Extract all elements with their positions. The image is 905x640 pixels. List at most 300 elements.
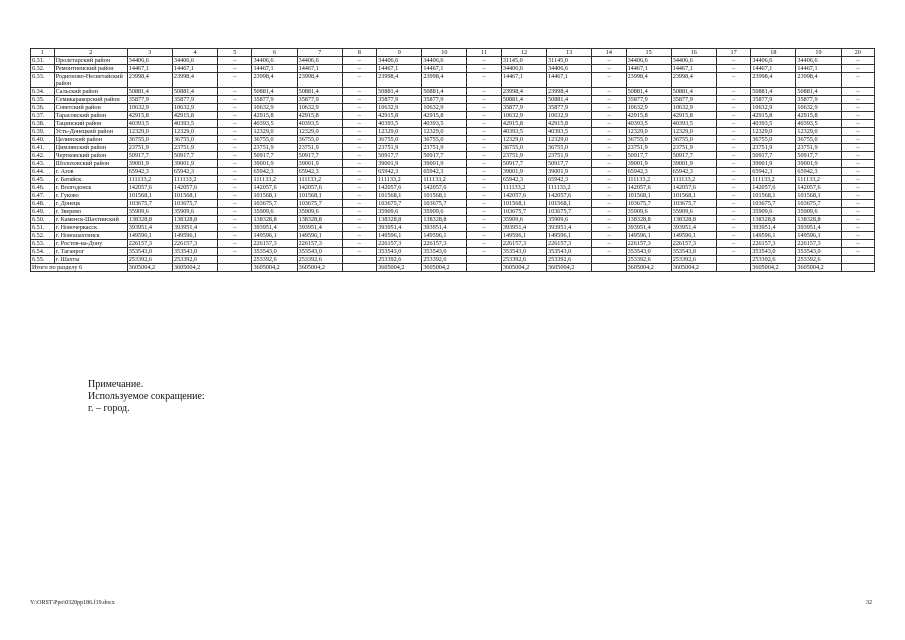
table-cell: – — [841, 224, 874, 232]
table-cell: 142057,6 — [172, 184, 217, 192]
row-name: г. Батайск — [54, 176, 127, 184]
table-cell: – — [841, 232, 874, 240]
table-cell: 34406,6 — [501, 65, 546, 73]
table-cell: 23751,9 — [547, 152, 592, 160]
row-number: 6.48. — [31, 200, 55, 208]
table-cell: 142057,6 — [671, 184, 716, 192]
notes-line-2: г. – город. — [88, 403, 130, 414]
table-cell: – — [716, 88, 750, 96]
row-number: 6.45. — [31, 176, 55, 184]
table-cell: 393951,4 — [547, 224, 592, 232]
table-cell: – — [592, 200, 626, 208]
table-cell: – — [592, 112, 626, 120]
table-cell: – — [467, 136, 501, 144]
table-cell: 35877,9 — [796, 96, 841, 104]
table-cell: – — [716, 224, 750, 232]
table-cell: 39001,9 — [796, 160, 841, 168]
table-cell: 50881,4 — [252, 88, 297, 96]
table-cell: 253392,6 — [547, 256, 592, 264]
total-cell: 3605004,2 — [501, 264, 546, 272]
table-cell: 101568,1 — [796, 192, 841, 200]
table-cell: 23998,4 — [377, 73, 422, 88]
table-cell: 226157,3 — [127, 240, 172, 248]
table-cell: 23998,4 — [501, 88, 546, 96]
table-cell: 39001,9 — [297, 160, 342, 168]
column-header: 5 — [218, 49, 252, 57]
table-cell: 23998,4 — [172, 73, 217, 88]
table-cell: – — [841, 88, 874, 96]
table-cell: 111133,2 — [252, 176, 297, 184]
table-cell: – — [841, 128, 874, 136]
table-cell: 393951,4 — [127, 224, 172, 232]
column-header: 3 — [127, 49, 172, 57]
table-cell: 393951,4 — [422, 224, 467, 232]
table-cell: 40393,5 — [172, 120, 217, 128]
table-cell: 42915,8 — [626, 112, 671, 120]
table-cell: 253392,6 — [796, 256, 841, 264]
table-cell: 226157,3 — [796, 240, 841, 248]
table-cell: 253392,6 — [501, 256, 546, 264]
row-name: Ремонтненский район — [54, 65, 127, 73]
table-cell: 353543,0 — [751, 248, 796, 256]
table-row — [31, 144, 875, 152]
table-cell: 353543,0 — [547, 248, 592, 256]
table-cell: 138328,8 — [377, 216, 422, 224]
table-cell: 14467,1 — [796, 65, 841, 73]
row-name: Чертковский район — [54, 152, 127, 160]
table-cell: – — [592, 88, 626, 96]
table-cell: 111133,2 — [671, 176, 716, 184]
table-cell: 50881,4 — [751, 88, 796, 96]
table-cell: 42915,8 — [172, 112, 217, 120]
table-cell: 253392,6 — [172, 256, 217, 264]
table-cell: 23751,9 — [796, 144, 841, 152]
row-name: г. Новочеркасск — [54, 224, 127, 232]
table-cell: – — [592, 120, 626, 128]
table-cell: – — [218, 160, 252, 168]
table-cell: 35877,9 — [751, 96, 796, 104]
row-number: 6.34. — [31, 88, 55, 96]
table-cell: – — [841, 192, 874, 200]
table-cell: 35877,9 — [127, 96, 172, 104]
table-cell: 23998,4 — [297, 73, 342, 88]
table-cell: 35909,6 — [422, 208, 467, 216]
table-cell: – — [467, 248, 501, 256]
table-cell: 50881,4 — [547, 96, 592, 104]
table-cell: 103675,7 — [127, 200, 172, 208]
table-cell: 226157,3 — [547, 240, 592, 248]
table-cell: 103675,7 — [501, 208, 546, 216]
table-cell: 142057,6 — [751, 184, 796, 192]
table-cell: 149596,1 — [377, 232, 422, 240]
table-cell: 226157,3 — [751, 240, 796, 248]
table-row — [31, 128, 875, 136]
table-cell: 34406,6 — [297, 57, 342, 65]
table-cell: – — [592, 216, 626, 224]
table-cell: – — [218, 168, 252, 176]
table-cell: – — [467, 216, 501, 224]
table-cell: – — [716, 128, 750, 136]
total-cell — [218, 264, 252, 272]
row-number: 6.38. — [31, 120, 55, 128]
table-cell: – — [342, 96, 376, 104]
row-number: 6.47. — [31, 192, 55, 200]
table-cell: 65942,3 — [172, 168, 217, 176]
row-number: 6.35. — [31, 96, 55, 104]
table-cell — [841, 256, 874, 264]
table-cell: – — [467, 128, 501, 136]
table-cell: – — [218, 144, 252, 152]
row-number: 6.37. — [31, 112, 55, 120]
table-cell: – — [218, 57, 252, 65]
table-cell: 103675,7 — [796, 200, 841, 208]
table-cell: 149596,1 — [501, 232, 546, 240]
table-cell: – — [592, 160, 626, 168]
table-cell: 39001,9 — [626, 160, 671, 168]
table-cell: 42915,8 — [547, 120, 592, 128]
table-cell: 40393,5 — [671, 120, 716, 128]
table-cell: 65942,3 — [547, 176, 592, 184]
table-row — [31, 184, 875, 192]
table-cell: 12329,0 — [377, 128, 422, 136]
table-cell: 393951,4 — [796, 224, 841, 232]
table-cell: – — [841, 184, 874, 192]
table-cell: 101568,1 — [501, 200, 546, 208]
table-cell: 393951,4 — [252, 224, 297, 232]
table-cell: 103675,7 — [172, 200, 217, 208]
table-cell: 23998,4 — [796, 73, 841, 88]
table-cell: – — [592, 65, 626, 73]
table-cell: 111133,2 — [297, 176, 342, 184]
table-cell: 36755,0 — [377, 136, 422, 144]
table-cell: 101568,1 — [751, 192, 796, 200]
table-row — [31, 57, 875, 65]
notes-line-1: Используемое сокращение: — [88, 391, 205, 402]
table-cell: 149596,1 — [172, 232, 217, 240]
table-cell: 353543,0 — [172, 248, 217, 256]
table-cell: – — [342, 200, 376, 208]
table-cell: 10632,9 — [252, 104, 297, 112]
table-cell: 142057,6 — [252, 184, 297, 192]
table-cell: – — [592, 73, 626, 88]
table-cell: 35909,6 — [252, 208, 297, 216]
table-cell: – — [218, 240, 252, 248]
total-cell: 3605004,2 — [626, 264, 671, 272]
table-cell: – — [716, 96, 750, 104]
table-cell: – — [841, 152, 874, 160]
table-cell: 12329,0 — [796, 128, 841, 136]
table-cell: – — [467, 160, 501, 168]
table-row — [31, 248, 875, 256]
table-cell: – — [592, 176, 626, 184]
table-cell: – — [841, 200, 874, 208]
table-cell: 10632,9 — [127, 104, 172, 112]
table-cell: – — [716, 73, 750, 88]
table-cell: – — [467, 176, 501, 184]
row-name: г. Гуково — [54, 192, 127, 200]
table-cell: 111133,2 — [547, 184, 592, 192]
row-number: 6.31. — [31, 57, 55, 65]
table-cell: 34406,6 — [547, 65, 592, 73]
total-cell: 3605004,2 — [796, 264, 841, 272]
table-cell: 23751,9 — [671, 144, 716, 152]
table-cell: 40393,5 — [626, 120, 671, 128]
table-cell: – — [218, 248, 252, 256]
table-cell: 65942,3 — [297, 168, 342, 176]
table-cell: 40393,5 — [252, 120, 297, 128]
table-cell: 111133,2 — [796, 176, 841, 184]
table-row — [31, 96, 875, 104]
table-body — [31, 49, 875, 272]
table-cell: – — [467, 112, 501, 120]
table-cell: – — [467, 168, 501, 176]
table-cell: 12329,0 — [127, 128, 172, 136]
table-header-row — [31, 49, 875, 57]
table-cell: 42915,8 — [501, 120, 546, 128]
table-cell: 149596,1 — [626, 232, 671, 240]
table-cell: 226157,3 — [297, 240, 342, 248]
table-row — [31, 192, 875, 200]
table-cell: 353543,0 — [626, 248, 671, 256]
table-cell: 149596,1 — [547, 232, 592, 240]
table-cell: – — [467, 200, 501, 208]
row-name: Советский район — [54, 104, 127, 112]
table-cell: 226157,3 — [501, 240, 546, 248]
table-cell: 23998,4 — [127, 73, 172, 88]
table-cell: 35909,6 — [297, 208, 342, 216]
table-cell: – — [592, 57, 626, 65]
table-cell: 23751,9 — [252, 144, 297, 152]
data-table — [30, 48, 875, 272]
row-name: г. Азов — [54, 168, 127, 176]
table-cell: 101568,1 — [422, 192, 467, 200]
row-number: 6.39. — [31, 128, 55, 136]
row-name: г. Таганрог — [54, 248, 127, 256]
table-cell: – — [218, 88, 252, 96]
table-cell: – — [716, 120, 750, 128]
table-cell: – — [841, 208, 874, 216]
table-cell: 149596,1 — [796, 232, 841, 240]
row-name: Шолоховский район — [54, 160, 127, 168]
table-cell: 40393,5 — [297, 120, 342, 128]
notes-block — [88, 379, 205, 415]
table-cell: 253392,6 — [626, 256, 671, 264]
page-number: 32 — [866, 600, 872, 606]
table-cell: 149596,1 — [127, 232, 172, 240]
table-row — [31, 224, 875, 232]
table-cell: – — [467, 57, 501, 65]
column-header: 14 — [592, 49, 626, 57]
table-cell: 42915,8 — [377, 112, 422, 120]
table-cell: – — [342, 232, 376, 240]
table-cell: 23998,4 — [626, 73, 671, 88]
table-row — [31, 112, 875, 120]
table-cell: 10632,9 — [547, 112, 592, 120]
table-cell: 40393,5 — [751, 120, 796, 128]
table-row — [31, 256, 875, 264]
table-cell: 34406,6 — [626, 57, 671, 65]
table-cell: – — [467, 192, 501, 200]
table-cell: 142057,6 — [127, 184, 172, 192]
row-name: Родионово-Несветайский район — [54, 73, 127, 88]
row-name: Целинский район — [54, 136, 127, 144]
table-cell: 12329,0 — [422, 128, 467, 136]
table-cell: – — [342, 144, 376, 152]
table-cell: 103675,7 — [626, 200, 671, 208]
table-cell: 353543,0 — [377, 248, 422, 256]
table-cell: 65942,3 — [626, 168, 671, 176]
row-number: 6.33. — [31, 73, 55, 88]
table-cell: 35909,6 — [751, 208, 796, 216]
table-cell: 142057,6 — [422, 184, 467, 192]
table-cell: 36755,0 — [626, 136, 671, 144]
table-cell: 35877,9 — [297, 96, 342, 104]
table-cell: 36755,0 — [422, 136, 467, 144]
table-cell: 39001,9 — [252, 160, 297, 168]
table-cell: 14467,1 — [172, 65, 217, 73]
table-cell: – — [716, 112, 750, 120]
table-cell: 138328,8 — [172, 216, 217, 224]
table-cell: – — [841, 112, 874, 120]
table-cell: – — [592, 144, 626, 152]
column-header: 20 — [841, 49, 874, 57]
table-row — [31, 152, 875, 160]
column-header: 15 — [626, 49, 671, 57]
table-cell: – — [716, 216, 750, 224]
table-cell: 31145,0 — [547, 57, 592, 65]
table-cell: – — [716, 144, 750, 152]
table-cell: 12329,0 — [297, 128, 342, 136]
table-cell: 10632,9 — [377, 104, 422, 112]
table-cell: 103675,7 — [751, 200, 796, 208]
table-cell: 50881,4 — [501, 96, 546, 104]
table-cell: 40393,5 — [501, 128, 546, 136]
table-cell: 101568,1 — [626, 192, 671, 200]
table-cell: – — [716, 152, 750, 160]
table-cell: 50881,4 — [377, 88, 422, 96]
table-cell — [218, 256, 252, 264]
table-cell: – — [592, 184, 626, 192]
table-cell: – — [342, 208, 376, 216]
table-cell: 149596,1 — [422, 232, 467, 240]
table-cell: 50917,7 — [172, 152, 217, 160]
table-cell: – — [342, 57, 376, 65]
table-cell: 101568,1 — [252, 192, 297, 200]
table-cell: 35877,9 — [252, 96, 297, 104]
table-cell: 12329,0 — [501, 136, 546, 144]
column-header: 2 — [54, 49, 127, 57]
table-cell: 111133,2 — [501, 184, 546, 192]
table-cell: 35909,6 — [796, 208, 841, 216]
table-cell: – — [841, 248, 874, 256]
row-name: г. Зверево — [54, 208, 127, 216]
column-header: 11 — [467, 49, 501, 57]
table-cell: – — [467, 144, 501, 152]
table-cell: 138328,8 — [796, 216, 841, 224]
table-cell: 101568,1 — [172, 192, 217, 200]
total-cell — [592, 264, 626, 272]
column-header: 6 — [252, 49, 297, 57]
table-cell: 50881,4 — [671, 88, 716, 96]
table-cell: – — [218, 96, 252, 104]
table-row — [31, 104, 875, 112]
table-cell: 35909,6 — [501, 216, 546, 224]
table-cell: 39001,9 — [377, 160, 422, 168]
table-cell: 353543,0 — [252, 248, 297, 256]
table-cell: – — [467, 152, 501, 160]
table-cell: – — [841, 73, 874, 88]
total-cell: 3605004,2 — [377, 264, 422, 272]
table-row — [31, 208, 875, 216]
table-cell — [716, 256, 750, 264]
column-header: 9 — [377, 49, 422, 57]
table-cell: – — [592, 136, 626, 144]
table-cell: 40393,5 — [377, 120, 422, 128]
table-cell: – — [342, 112, 376, 120]
table-cell: 23998,4 — [671, 73, 716, 88]
total-cell — [716, 264, 750, 272]
table-cell: 34406,6 — [377, 57, 422, 65]
table-cell: – — [592, 208, 626, 216]
table-cell: – — [218, 200, 252, 208]
table-cell — [467, 256, 501, 264]
table-cell: 138328,8 — [297, 216, 342, 224]
table-cell: – — [716, 240, 750, 248]
table-cell: 253392,6 — [252, 256, 297, 264]
table-cell: 23751,9 — [751, 144, 796, 152]
table-cell: 50917,7 — [626, 152, 671, 160]
table-cell: 253392,6 — [671, 256, 716, 264]
table-cell: – — [716, 192, 750, 200]
table-cell: 35877,9 — [626, 96, 671, 104]
table-cell: 111133,2 — [127, 176, 172, 184]
table-cell: 36755,0 — [501, 144, 546, 152]
table-cell: – — [342, 192, 376, 200]
table-cell: 14467,1 — [751, 65, 796, 73]
table-cell: – — [342, 240, 376, 248]
table-row — [31, 136, 875, 144]
table-cell: 14467,1 — [377, 65, 422, 73]
table-cell: – — [342, 128, 376, 136]
table-cell: 65942,3 — [252, 168, 297, 176]
table-cell: 103675,7 — [252, 200, 297, 208]
table-cell: – — [342, 216, 376, 224]
table-cell: 23998,4 — [547, 88, 592, 96]
table-cell: 10632,9 — [751, 104, 796, 112]
table-cell: 40393,5 — [127, 120, 172, 128]
table-cell: – — [841, 160, 874, 168]
table-cell: – — [716, 176, 750, 184]
row-name: г. Новошахтинск — [54, 232, 127, 240]
column-header: 19 — [796, 49, 841, 57]
table-cell: – — [467, 104, 501, 112]
table-cell: 12329,0 — [626, 128, 671, 136]
table-cell: – — [716, 160, 750, 168]
table-cell: 34406,6 — [751, 57, 796, 65]
table-cell: 40393,5 — [796, 120, 841, 128]
row-number: 6.43. — [31, 160, 55, 168]
table-cell: 10632,9 — [796, 104, 841, 112]
table-cell: 101568,1 — [377, 192, 422, 200]
table-cell: 138328,8 — [626, 216, 671, 224]
total-cell: 3605004,2 — [422, 264, 467, 272]
table-cell: – — [592, 104, 626, 112]
table-cell: 10632,9 — [501, 112, 546, 120]
row-number: 6.49. — [31, 208, 55, 216]
table-cell: – — [467, 232, 501, 240]
table-cell: 50917,7 — [252, 152, 297, 160]
table-cell: 14467,1 — [501, 73, 546, 88]
